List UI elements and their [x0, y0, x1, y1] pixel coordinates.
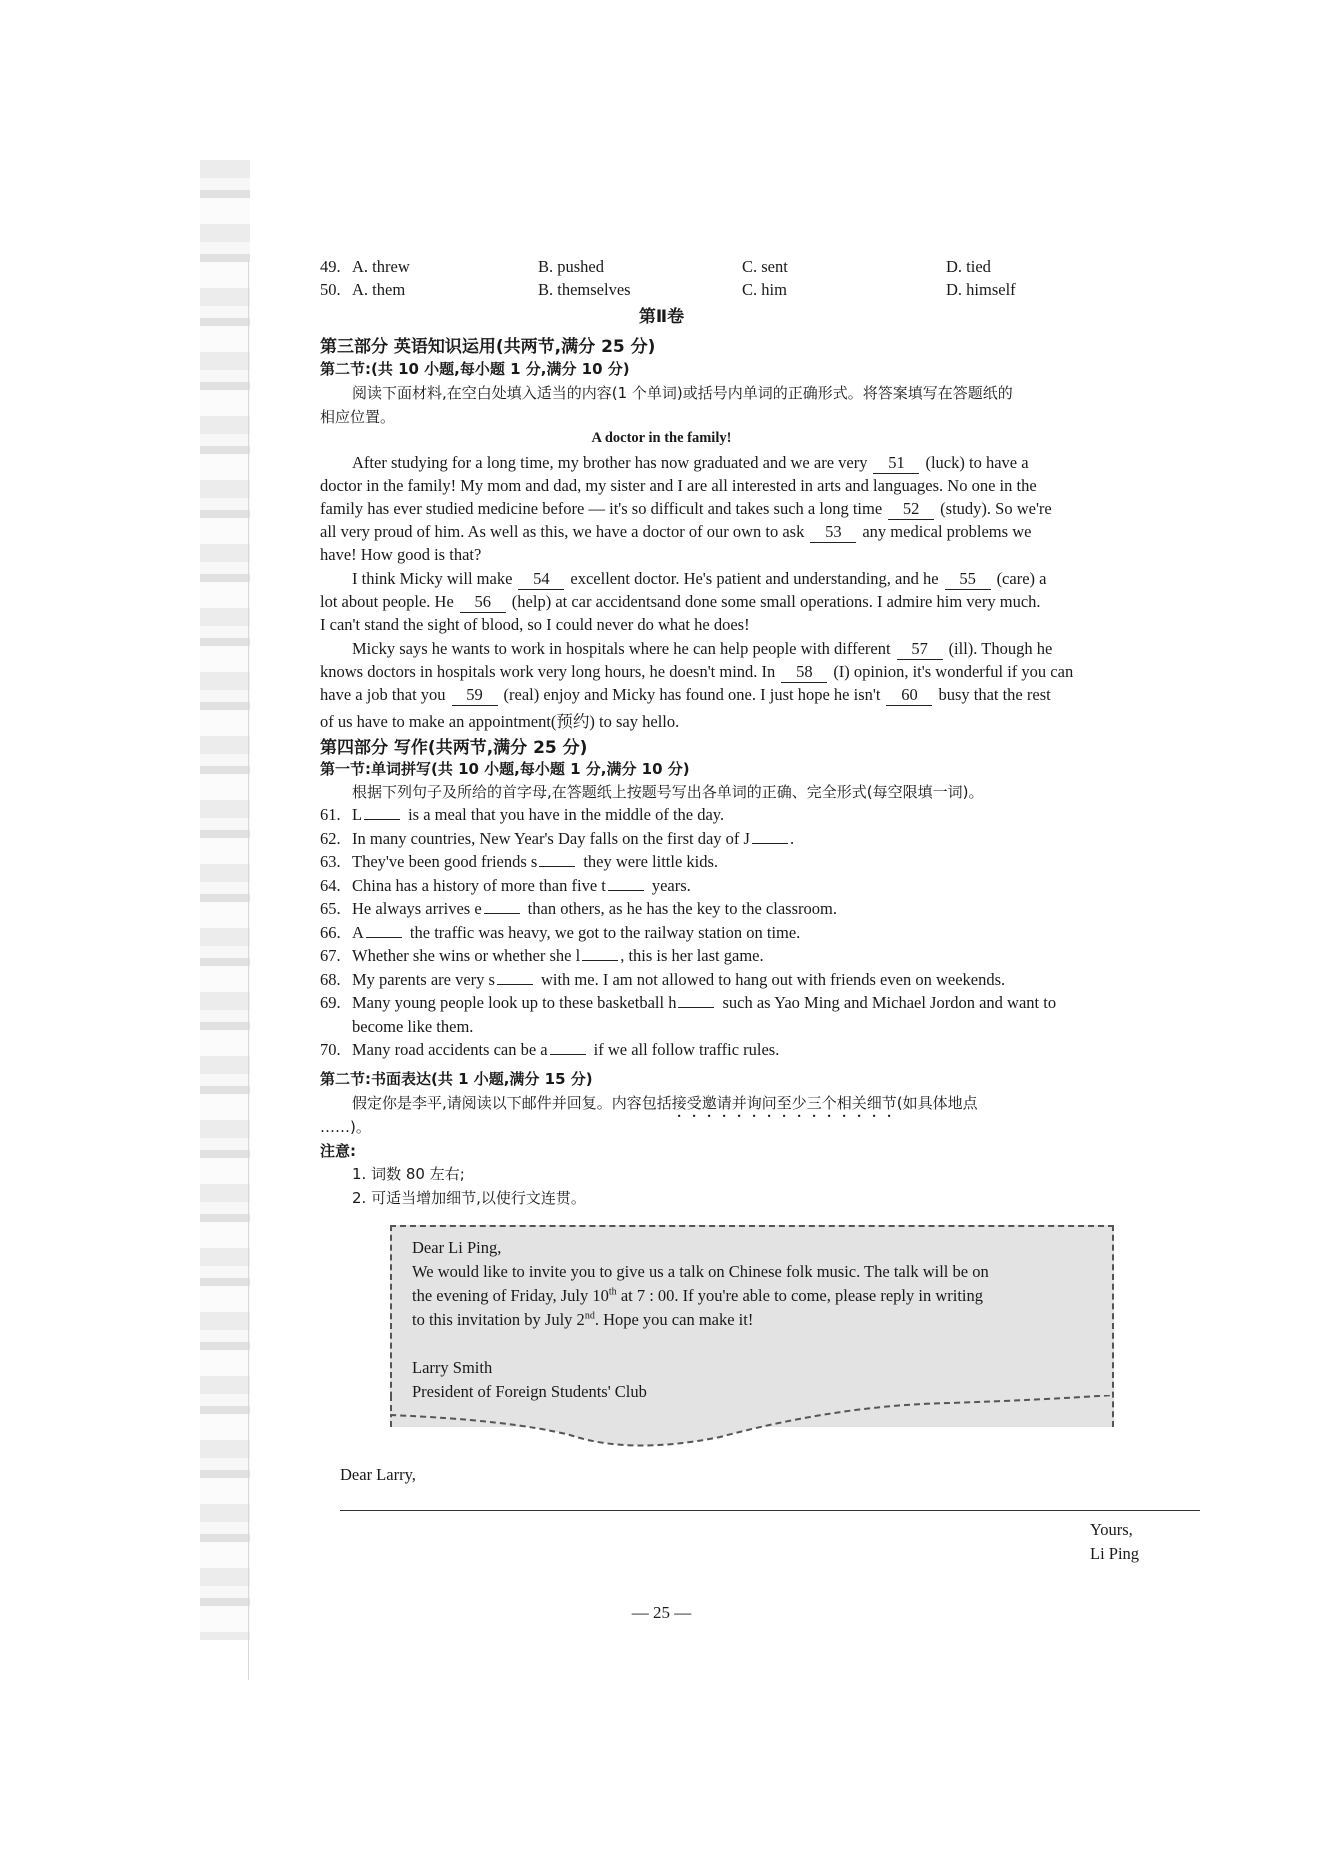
item-number: 68. — [320, 969, 341, 989]
scan-line-artifact — [248, 260, 249, 1680]
option-50-a: A. them — [352, 280, 406, 299]
item-number: 69. — [320, 993, 341, 1012]
spelling-item — [320, 923, 800, 943]
answer-blank — [366, 937, 402, 938]
part4-section2-heading: 第二节:书面表达(共 1 小题,满分 15 分) — [320, 1070, 593, 1088]
part4-section2-instruction — [352, 1092, 978, 1121]
option-49-a: A. threw — [352, 257, 410, 276]
blank-52: 52 — [888, 499, 934, 520]
passage-p3-line1 — [352, 639, 1052, 660]
passage-p1-line5: have! How good is that? — [320, 545, 482, 564]
letter-line-3 — [412, 1310, 753, 1330]
item-text: He always arrives e — [352, 899, 482, 918]
part4-section1-instruction: 根据下列句子及所给的首字母,在答题纸上按题号写出各单词的正确、完全形式(每空限填一词)。 — [352, 783, 984, 801]
option-49-c: C. sent — [742, 257, 788, 276]
item-text: Many road accidents can be a — [352, 1040, 548, 1059]
text: 假定你是李平,请阅读以下邮件并回复。内容包括 — [352, 1094, 672, 1112]
passage-p3-line3 — [320, 685, 1051, 706]
item-text: is a meal that you have in the middle of the day. — [408, 805, 725, 824]
item-text: L — [352, 805, 363, 824]
text: I think Micky will make — [352, 569, 513, 588]
text: After studying for a long time, my brother has now graduated and we are very — [352, 453, 868, 472]
text: (real) enjoy and Micky has found one. I just hope he isn't — [503, 685, 881, 704]
text: . Hope you can make it! — [594, 1310, 754, 1329]
answer-blank — [678, 1007, 714, 1008]
item-text: if we all follow traffic rules. — [593, 1040, 780, 1059]
text: Micky says he wants to work in hospitals where he can help people with different — [352, 639, 891, 658]
text: (care) a — [996, 569, 1047, 588]
passage-title: A doctor in the family! — [591, 430, 732, 446]
letter-torn-bottom — [390, 1395, 1114, 1455]
answer-blank — [497, 984, 533, 985]
superscript: nd — [584, 1310, 595, 1322]
reply-name: Li Ping — [1090, 1544, 1140, 1563]
item-text: . — [789, 828, 795, 848]
item-text: the traffic was heavy, we got to the railway station on time. — [409, 922, 801, 942]
blank-56: 56 — [460, 592, 506, 613]
item-text: They've been good friends s — [352, 852, 538, 871]
passage-p3-line2 — [320, 662, 1073, 683]
item-text: , this is her last game. — [620, 946, 764, 965]
part4-section2-instruction-2: ……)。 — [320, 1118, 371, 1136]
reply-greeting: Dear Larry, — [340, 1465, 416, 1484]
spelling-item — [320, 1017, 473, 1037]
answer-line — [340, 1510, 1200, 1511]
item-number: 61. — [320, 805, 341, 824]
item-text: such as Yao Ming and Michael Jordon and want to — [722, 993, 1057, 1012]
answer-blank — [539, 866, 575, 867]
page-number: — 25 — — [631, 1603, 692, 1622]
text: (I) opinion, it's wonderful if you can — [833, 662, 1074, 681]
item-text: become like them. — [352, 1016, 474, 1036]
text: (ill). Though he — [948, 639, 1053, 658]
item-number: 64. — [320, 875, 341, 895]
volume-title: 第Ⅱ卷 — [638, 307, 685, 327]
passage-p2-line3: I can't stand the sight of blood, so I could never do what he does! — [320, 615, 750, 634]
spelling-item — [320, 876, 691, 896]
item-text: they were little kids. — [583, 852, 719, 871]
text: the evening of Friday, July 10 — [412, 1286, 609, 1305]
item-text: Many young people look up to these basketball h — [352, 993, 677, 1012]
part4-heading: 第四部分 写作(共两节,满分 25 分) — [320, 738, 588, 758]
answer-blank — [608, 890, 644, 891]
passage-p1-line3 — [320, 499, 1052, 520]
spelling-item — [320, 829, 794, 849]
item-text: China has a history of more than five t — [352, 875, 606, 895]
blank-51: 51 — [873, 453, 919, 474]
blank-53: 53 — [810, 522, 856, 543]
spelling-item — [320, 993, 1056, 1013]
spelling-item — [320, 1040, 779, 1060]
item-number: 63. — [320, 852, 341, 871]
answer-blank — [582, 960, 618, 961]
text: at 7 : 00. If you're able to come, please reply in writing — [616, 1286, 984, 1305]
blank-55: 55 — [945, 569, 991, 590]
item-number: 65. — [320, 899, 341, 918]
text: family has ever studied medicine before — it's so difficult and takes such a long time — [320, 499, 883, 518]
text: (help) at car accidentsand done some small operations. I admire him very much. — [511, 592, 1041, 611]
letter-signature-title: President of Foreign Students' Club — [412, 1382, 647, 1401]
option-row-50-num: 50. — [320, 280, 341, 299]
text: to this invitation by July 2 — [412, 1310, 585, 1329]
item-text: A — [352, 922, 364, 942]
text: busy that the rest — [938, 685, 1051, 704]
part3-instruction-1: 阅读下面材料,在空白处填入适当的内容(1 个单词)或括号内单词的正确形式。将答案填写在答题纸的 — [352, 384, 1013, 402]
spelling-item — [320, 946, 764, 966]
blank-59: 59 — [452, 685, 498, 706]
item-text: than others, as he has the key to the classroom. — [527, 899, 837, 918]
passage-p1-line1 — [352, 453, 1029, 474]
part3-heading: 第三部分 英语知识运用(共两节,满分 25 分) — [320, 337, 656, 357]
item-text: My parents are very s — [352, 969, 495, 989]
text: all very proud of him. As well as this, we have a doctor of our own to ask — [320, 522, 805, 541]
blank-58: 58 — [781, 662, 827, 683]
blank-60: 60 — [886, 685, 932, 706]
note-2: 2. 可适当增加细节,以使行文连贯。 — [352, 1189, 586, 1207]
answer-blank — [550, 1054, 586, 1055]
text: any medical problems we — [862, 522, 1032, 541]
item-text: years. — [651, 875, 691, 895]
item-number: 67. — [320, 946, 341, 965]
note-label: 注意: — [320, 1142, 356, 1160]
text: lot about people. He — [320, 592, 454, 611]
text: (luck) to have a — [925, 453, 1029, 472]
option-49-d: D. tied — [946, 257, 991, 276]
part3-instruction-2: 相应位置。 — [320, 408, 396, 426]
spelling-item — [320, 899, 837, 919]
letter-line-2 — [412, 1286, 983, 1306]
item-text: Whether she wins or whether she l — [352, 946, 581, 965]
letter-line-1: We would like to invite you to give us a talk on Chinese folk music. The talk will be on — [412, 1262, 989, 1281]
item-text: In many countries, New Year's Day falls on the first day of J — [352, 828, 750, 848]
passage-p1-line4 — [320, 522, 1031, 543]
superscript: th — [608, 1286, 617, 1298]
item-text: with me. I am not allowed to hang out with friends even on weekends. — [540, 969, 1006, 989]
emphasized-text: 接受邀请并询问至少三个相关细节 — [671, 1094, 897, 1112]
text: have a job that you — [320, 685, 446, 704]
reply-closing: Yours, — [1090, 1520, 1133, 1539]
option-50-b: B. themselves — [538, 280, 631, 299]
part4-section1-heading: 第一节:单词拼写(共 10 小题,每小题 1 分,满分 10 分) — [320, 760, 690, 778]
spelling-item — [320, 970, 1005, 990]
option-50-c: C. him — [742, 280, 787, 299]
passage-p1-line2: doctor in the family! My mom and dad, my sister and I are all interested in arts and languages. No one in the — [320, 476, 1037, 495]
spelling-item — [320, 852, 718, 872]
item-number: 62. — [320, 828, 341, 848]
option-50-d: D. himself — [946, 280, 1016, 299]
passage-p2-line2 — [320, 592, 1041, 613]
text: excellent doctor. He's patient and understanding, and he — [570, 569, 939, 588]
blank-57: 57 — [897, 639, 943, 660]
blank-54: 54 — [518, 569, 564, 590]
answer-blank — [364, 819, 400, 820]
item-number: 66. — [320, 922, 341, 942]
text: knows doctors in hospitals work very long hours, he doesn't mind. In — [320, 662, 776, 681]
option-49-b: B. pushed — [538, 257, 604, 276]
text: (study). So we're — [940, 499, 1052, 518]
text: (如具体地点 — [896, 1094, 978, 1112]
answer-blank — [484, 913, 520, 914]
option-row-49-num: 49. — [320, 257, 341, 276]
item-number: 70. — [320, 1040, 341, 1059]
passage-p3-line4: of us have to make an appointment(预约) to say hello. — [320, 712, 680, 731]
part3-section-heading: 第二节:(共 10 小题,每小题 1 分,满分 10 分) — [320, 360, 630, 378]
letter-greeting: Dear Li Ping, — [412, 1238, 502, 1257]
scan-edge-artifact — [200, 160, 250, 1640]
spelling-item — [320, 805, 724, 825]
answer-blank — [752, 843, 788, 844]
passage-p2-line1 — [352, 569, 1046, 590]
note-1: 1. 词数 80 左右; — [352, 1165, 465, 1183]
letter-signature-name: Larry Smith — [412, 1358, 493, 1377]
